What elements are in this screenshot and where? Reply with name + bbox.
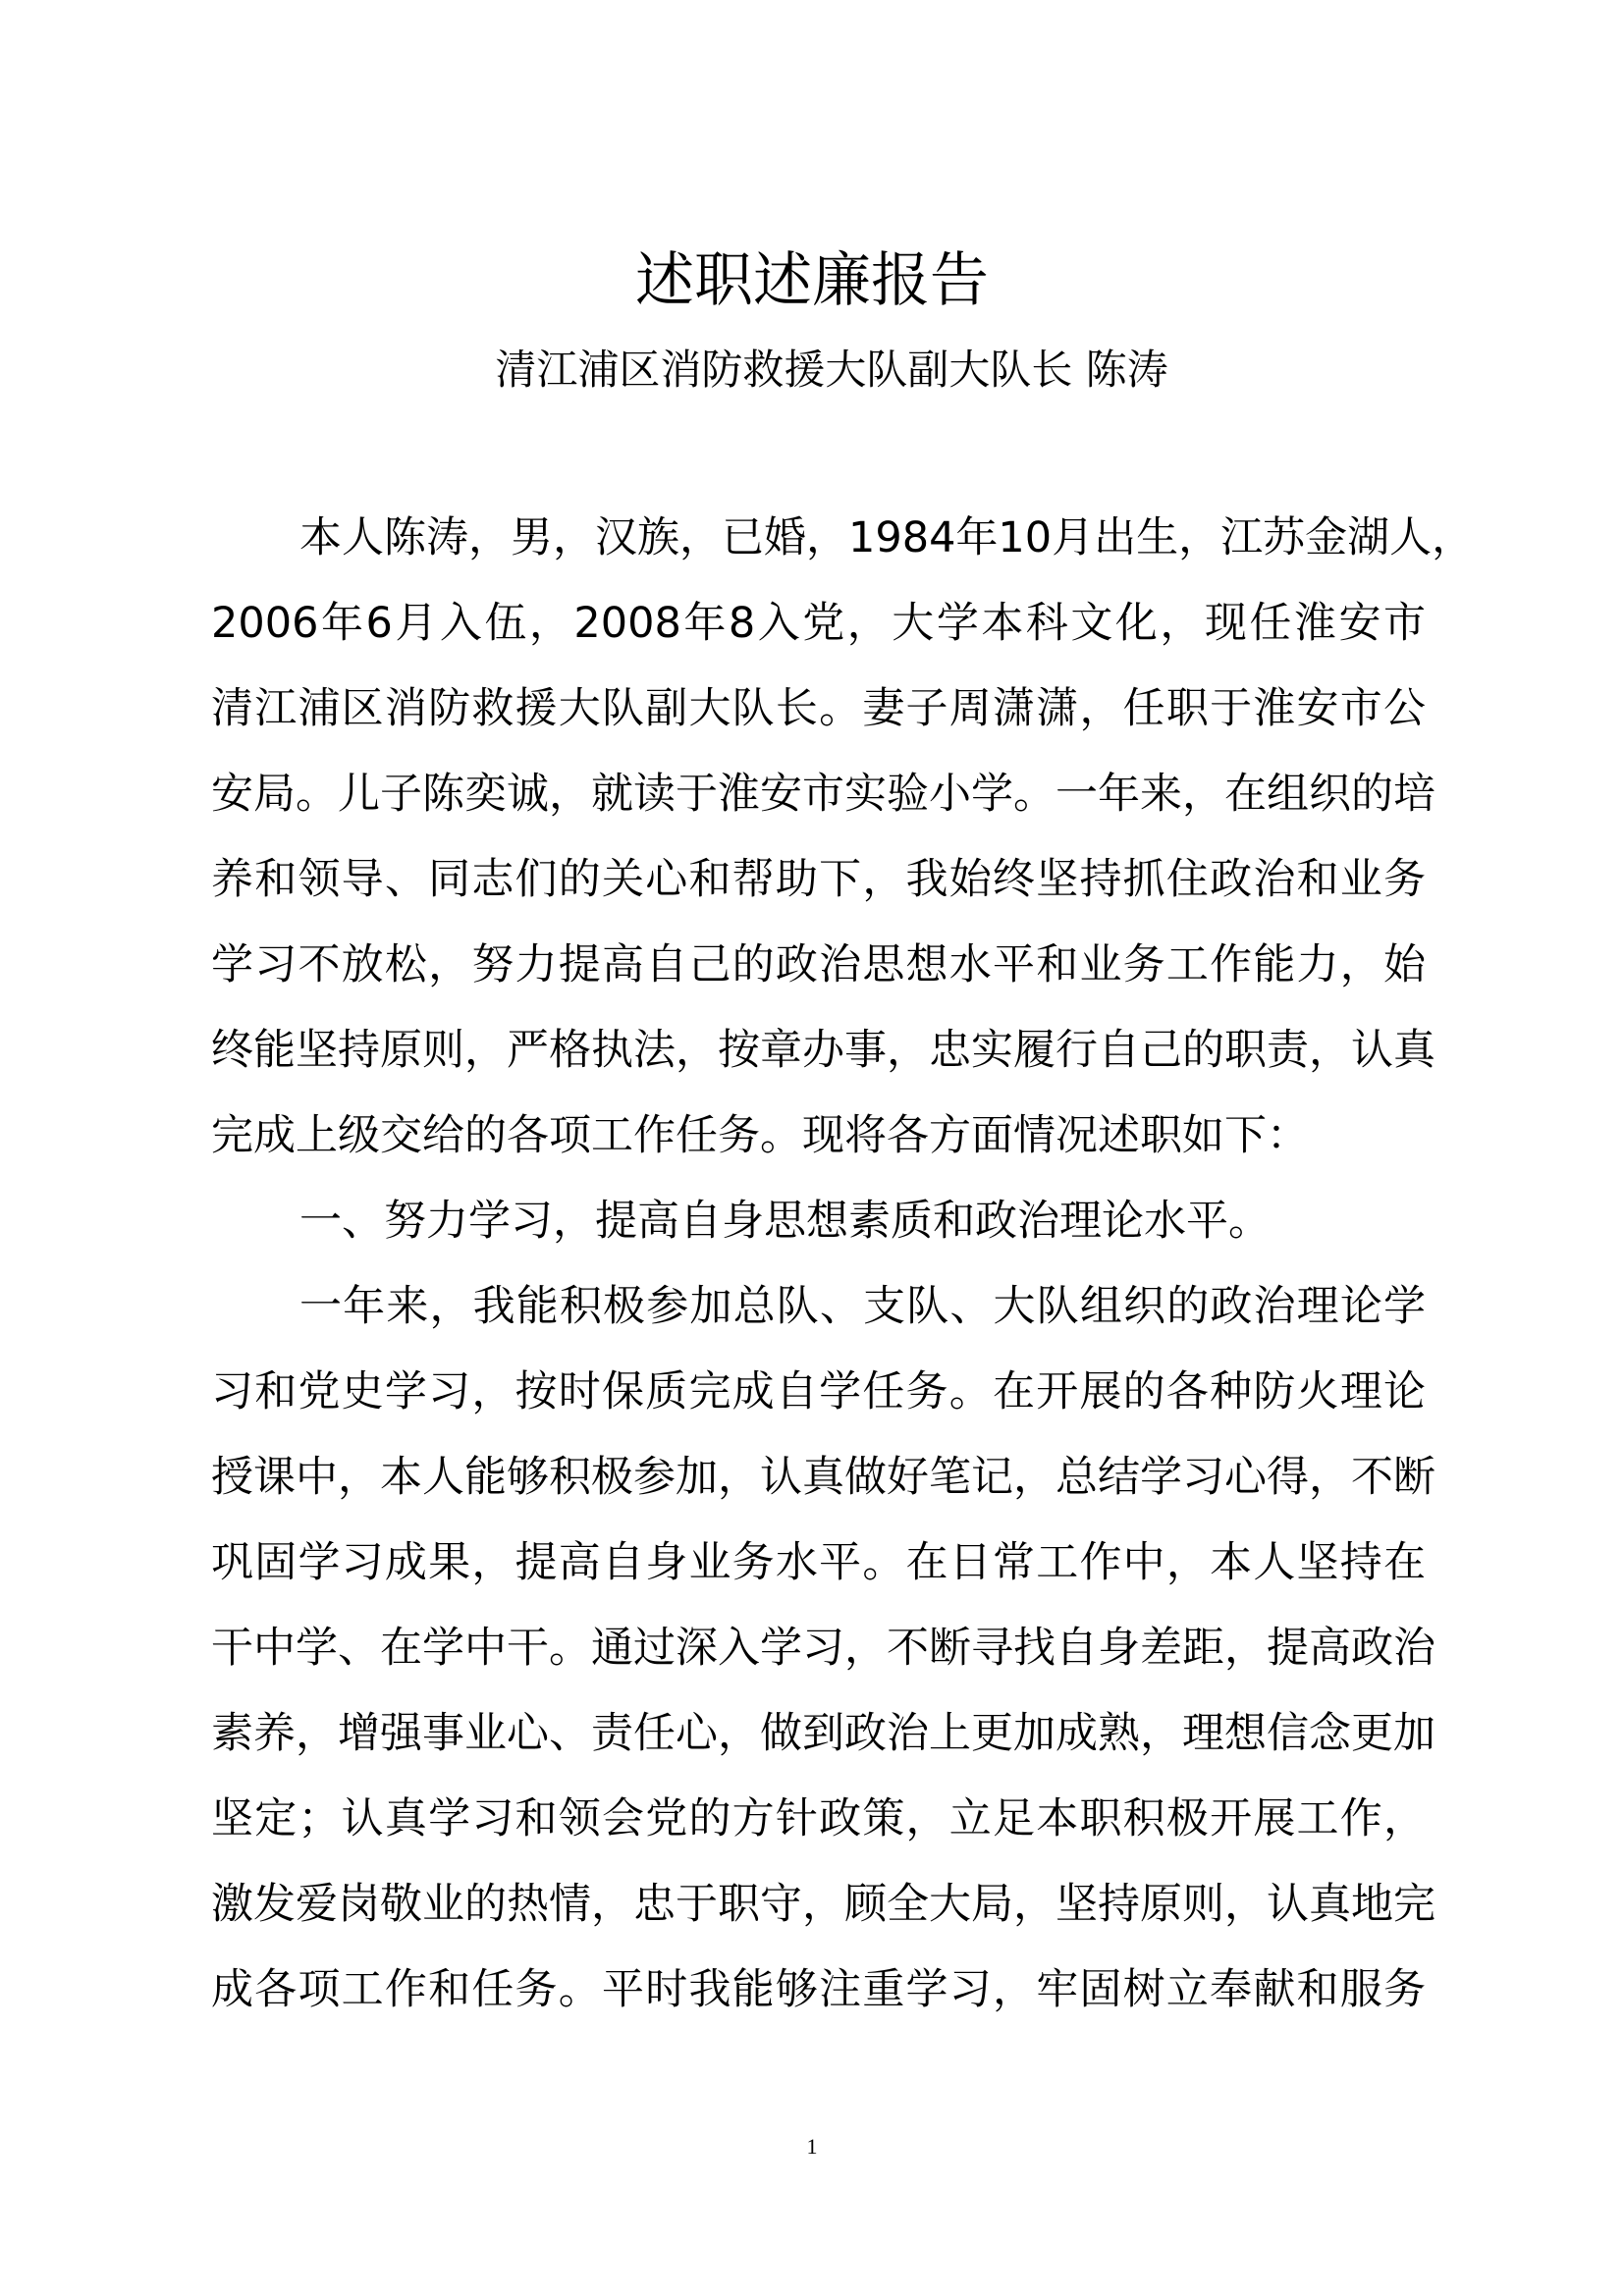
body-line: 终能坚持原则，严格执法，按章办事，忠实履行自己的职责，认真 [211, 1026, 1435, 1075]
document-title: 述职述廉报告 [635, 246, 989, 315]
body-line: 坚定；认真学习和领会党的方针政策，立足本职积极开展工作， [211, 1794, 1426, 1843]
body-line: 安局。儿子陈奕诚，就读于淮安市实验小学。一年来，在组织的培 [211, 770, 1435, 819]
body-line: 干中学、在学中干。通过深入学习，不断寻找自身差距，提高政治 [211, 1624, 1435, 1673]
body-line: 成各项工作和任务。平时我能够注重学习，牢固树立奉献和服务 [211, 1965, 1426, 2014]
body-line: 学习不放松，努力提高自己的政治思想水平和业务工作能力，始 [211, 940, 1426, 989]
body-line: 养和领导、同志们的关心和帮助下，我始终坚持抓住政治和业务 [211, 855, 1426, 904]
page-number: 1 [806, 2134, 818, 2159]
body-line: 本人陈涛，男，汉族，已婚，1984年10月出生，江苏金湖人， [299, 513, 1475, 562]
body-line: 激发爱岗敬业的热情，忠于职守，顾全大局，坚持原则，认真地完 [211, 1880, 1435, 1929]
section-heading: 一、努力学习，提高自身思想素质和政治理论水平。 [299, 1197, 1271, 1246]
body-line: 习和党史学习，按时保质完成自学任务。在开展的各种防火理论 [211, 1367, 1426, 1416]
body-line: 2006年6月入伍，2008年8入党，大学本科文化，现任淮安市 [211, 599, 1426, 648]
body-line: 清江浦区消防救援大队副大队长。妻子周潇潇，任职于淮安市公 [211, 684, 1426, 733]
body-line: 巩固学习成果，提高自身业务水平。在日常工作中，本人坚持在 [211, 1538, 1426, 1587]
body-line: 素养，增强事业心、责任心，做到政治上更加成熟，理想信念更加 [211, 1709, 1435, 1758]
body-line: 完成上级交给的各项工作任务。现将各方面情况述职如下： [211, 1111, 1309, 1160]
document-subtitle: 清江浦区消防救援大队副大队长 陈涛 [495, 346, 1168, 394]
body-line: 一年来，我能积极参加总队、支队、大队组织的政治理论学 [299, 1282, 1426, 1331]
body-line: 授课中，本人能够积极参加，认真做好笔记，总结学习心得，不断 [211, 1453, 1435, 1502]
document-body [211, 496, 1475, 2033]
